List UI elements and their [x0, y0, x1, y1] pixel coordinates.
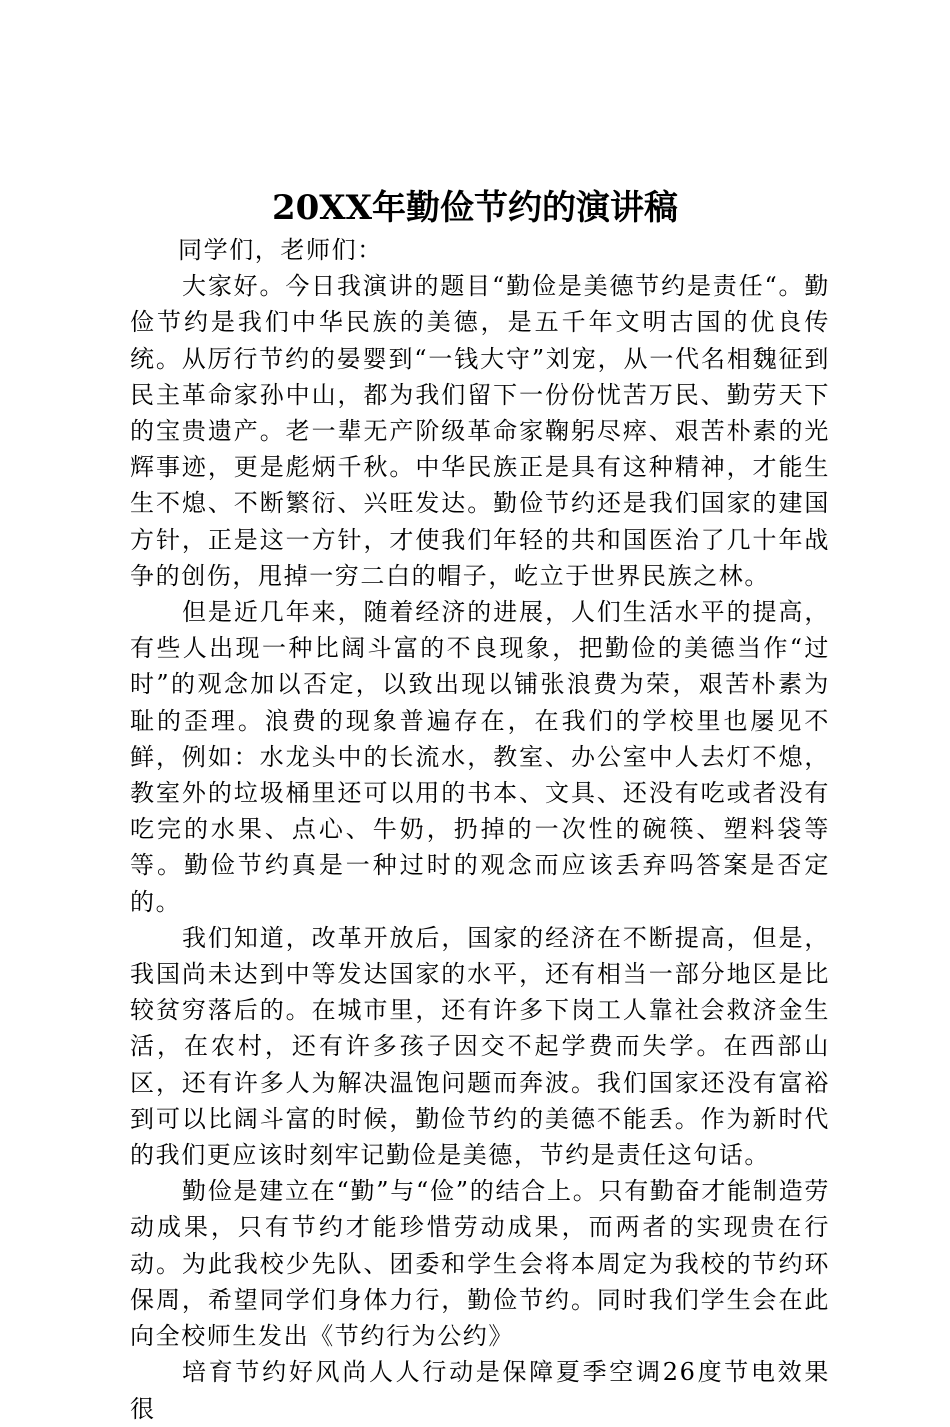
- paragraph-4: 勤俭是建立在“勤”与“俭”的结合上。只有勤奋才能制造劳动成果，只有节约才能珍惜劳动成果，而两者的实现贵在行动。为此我校少先队、团委和学生会将本周定为我校的节约环保周，希望同学们身体力行，勤俭节约。同时我们学生会在此向全校师生发出《节约行为公约》: [130, 1177, 830, 1351]
- salutation: 同学们，老师们：: [178, 236, 383, 264]
- paragraph-2: 但是近几年来，随着经济的进展，人们生活水平的提高，有些人出现一种比阔斗富的不良现象，把勤俭的美德当作“过时”的观念加以否定，以致出现以铺张浪费为荣，艰苦朴素为耻的歪理。浪费的现象普遍存在，在我们的学校里也屡见不鲜，例如：水龙头中的长流水，教室、办公室中人去灯不熄，教室外的垃圾桶里还可以用的书本、文具、还没有吃或者没有吃完的水果、点心、牛奶，扔掉的一次性的碗筷、塑料袋等等。勤俭节约真是一种过时的观念而应该丢弃吗答案是否定的。: [130, 598, 830, 916]
- document-body: [130, 232, 830, 1427]
- paragraph-1: 大家好。今日我演讲的题目“勤俭是美德节约是责任“。勤俭节约是我们中华民族的美德，是五千年文明古国的优良传统。从厉行节约的晏婴到“一钱大守”刘宠，从一代名相魏征到民主革命家孙中山，都为我们留下一份份忧苦万民、勤劳天下的宝贵遗产。老一辈无产阶级革命家鞠躬尽瘁、艰苦朴素的光辉事迹，更是彪炳千秋。中华民族正是具有这种精神，才能生生不熄、不断繁衍、兴旺发达。勤俭节约还是我们国家的建国方针，正是这一方针，才使我们年轻的共和国医治了几十年战争的创伤，甩掉一穷二白的帽子，屹立于世界民族之林。: [130, 272, 830, 590]
- paragraph-5: 培育节约好风尚人人行动是保障夏季空调26度节电效果很: [130, 1358, 830, 1423]
- paragraph-3: 我们知道，改革开放后，国家的经济在不断提高，但是，我国尚未达到中等发达国家的水平，还有相当一部分地区是比较贫穷落后的。在城市里，还有许多下岗工人靠社会救济金生活，在农村，还有许多孩子因交不起学费而失学。在西部山区，还有许多人为解决温饱问题而奔波。我们国家还没有富裕到可以比阔斗富的时候，勤俭节约的美德不能丢。作为新时代的我们更应该时刻牢记勤俭是美德，节约是责任这句话。: [130, 923, 830, 1170]
- document-title: 20XX年勤俭节约的演讲稿: [271, 188, 679, 228]
